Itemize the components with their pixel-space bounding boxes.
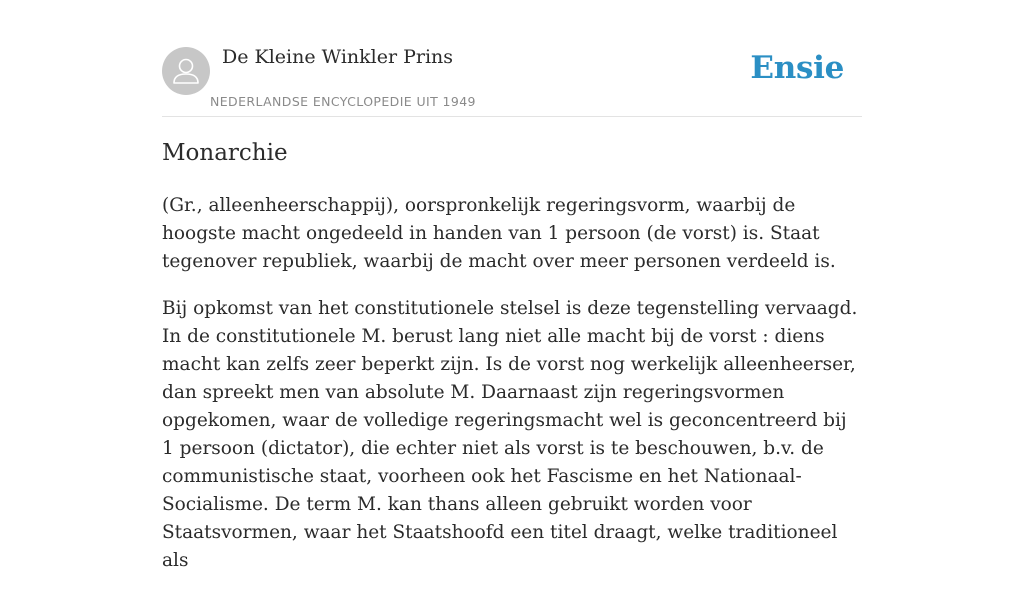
article-title: Monarchie bbox=[162, 140, 288, 166]
article-body bbox=[162, 192, 862, 594]
user-icon[interactable] bbox=[162, 47, 210, 95]
source-subtitle: NEDERLANDSE ENCYCLOPEDIE UIT 1949 bbox=[210, 94, 476, 109]
source-header bbox=[162, 46, 862, 117]
paragraph: Bij opkomst van het constitutionele stelsel is deze tegenstelling vervaagd. In de constitutionele M. berust lang niet alle macht bij de vorst : diens macht kan zelfs zeer beperkt zijn. Is de vorst nog werkelijk alleenheerser, dan spreekt men van absolute M. Daarnaast zijn regeringsvormen opgekomen, waar de volledige regeringsmacht wel is geconcentreerd bij 1 persoon (dictator), die echter niet als vorst is te beschouwen, b.v. de communistische staat, voorheen ook het Fascisme en het Nationaal-Socialisme. De term M. kan thans alleen gebruikt worden voor Staatsvormen, waar het Staatshoofd een titel draagt, welke traditioneel als bbox=[162, 298, 858, 571]
source-title[interactable]: De Kleine Winkler Prins bbox=[222, 46, 454, 68]
paragraph: (Gr., alleenheerschappij), oorspronkelijk regeringsvorm, waarbij de hoogste macht ongedeeld in handen van 1 persoon (de vorst) is. Staat tegenover republiek, waarbij de macht over meer personen verdeeld is. bbox=[162, 195, 836, 272]
ensie-logo[interactable]: Ensie bbox=[750, 50, 844, 86]
